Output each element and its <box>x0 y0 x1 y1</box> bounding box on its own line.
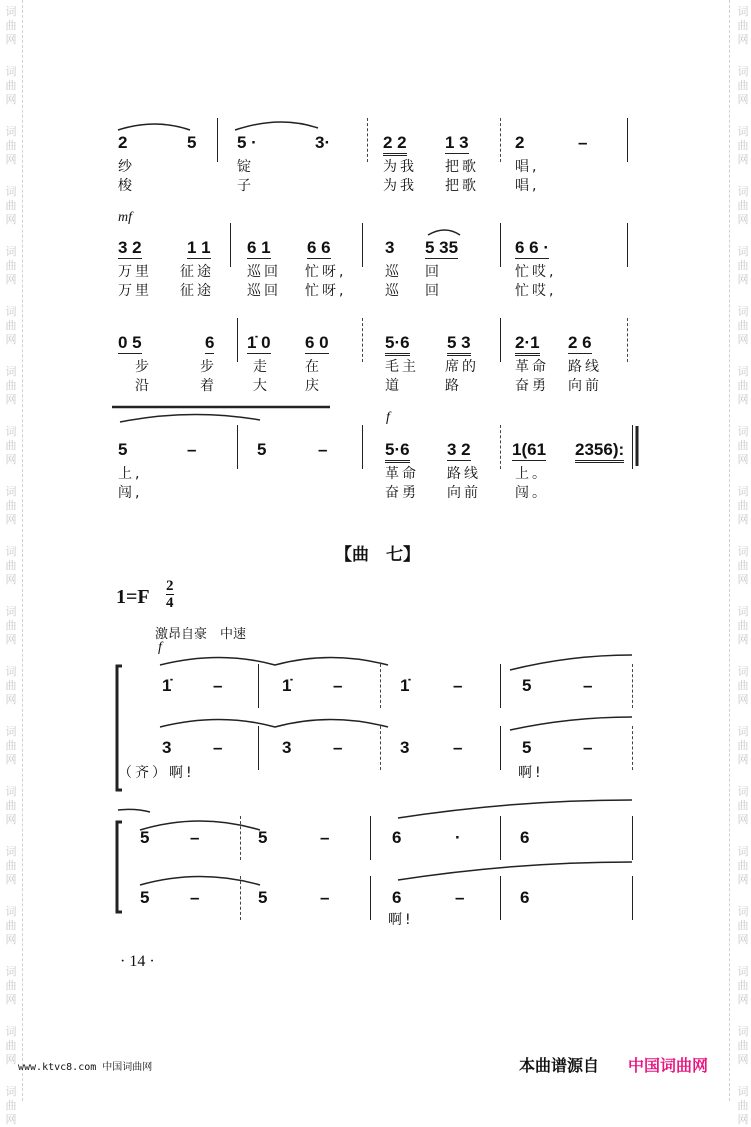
note-lower: – <box>320 888 330 907</box>
barline <box>380 664 381 708</box>
lyric-verse-1: 纱 <box>118 159 135 175</box>
note-upper: 5 <box>258 828 268 847</box>
barline <box>380 726 381 770</box>
barline <box>627 223 628 267</box>
watermark-text: 词曲网 <box>737 305 749 346</box>
note: 5 <box>118 440 128 459</box>
page-number: · 14 · <box>120 953 155 970</box>
note-lower: – <box>190 888 200 907</box>
note-lower: 6 <box>520 888 530 907</box>
note-upper: – <box>320 828 330 847</box>
watermark-text: 词曲网 <box>5 1085 17 1126</box>
lyric-verse-2: 忙哎, <box>515 283 557 299</box>
barline <box>627 318 628 362</box>
note-lower: – <box>583 738 593 757</box>
note: 2 <box>118 133 128 152</box>
system-bracket <box>117 822 122 912</box>
lyric-verse-2: 巡回 <box>247 283 281 299</box>
barline <box>500 318 501 362</box>
lyric-verse-1: 万里 <box>118 264 152 280</box>
watermark-text: 词曲网 <box>5 185 17 226</box>
note: 2356): <box>575 440 624 463</box>
barline <box>370 816 371 860</box>
note-lower: – <box>333 738 343 757</box>
note-upper: – <box>333 676 343 695</box>
note-upper: 6 <box>520 828 530 847</box>
song-title: 【曲 七】 <box>335 545 420 565</box>
note: – <box>318 440 328 459</box>
lyric-verse-1: 巡 <box>385 264 402 280</box>
watermark-text: 词曲网 <box>5 5 17 46</box>
barline <box>258 664 259 708</box>
slur <box>160 720 388 728</box>
dynamic-f-2: f <box>158 640 162 655</box>
note-upper: – <box>213 676 223 695</box>
lyric-verse-2: 为我 <box>383 178 417 194</box>
watermark-text: 词曲网 <box>5 125 17 166</box>
time-bottom: 4 <box>166 595 174 611</box>
note: 3 2 <box>447 440 471 459</box>
tempo-marking: 激昂自豪 中速 <box>155 627 247 642</box>
barline <box>632 816 633 860</box>
barline <box>240 876 241 920</box>
lyric-verse-2: 奋勇 <box>515 378 549 394</box>
slur <box>510 655 632 670</box>
watermark-text: 词曲网 <box>737 965 749 1006</box>
slur <box>140 877 260 886</box>
watermark-text: 词曲网 <box>737 1085 749 1126</box>
footer-site[interactable]: www.ktvc8.com 中国词曲网 <box>18 1062 153 1073</box>
barline <box>237 425 238 469</box>
note-lower: 3 <box>162 738 172 757</box>
slur <box>120 414 260 422</box>
barline <box>362 318 363 362</box>
watermark-text: 词曲网 <box>737 5 749 46</box>
note: 2 <box>515 133 525 152</box>
barline <box>500 425 501 469</box>
note-upper: 5 <box>522 676 532 695</box>
lyric-verse-1: 锭 <box>237 159 254 175</box>
note: 6 1 <box>247 238 271 257</box>
lyric-verse-1: 回 <box>425 264 442 280</box>
barline <box>362 223 363 267</box>
watermark-text: 词曲网 <box>5 425 17 466</box>
lyric-verse-2: 子 <box>237 178 254 194</box>
barline <box>258 726 259 770</box>
lyric-verse-1: 忙哎, <box>515 264 557 280</box>
watermark-text: 词曲网 <box>737 365 749 406</box>
lyric-verse-1: 征途 <box>180 264 214 280</box>
lyric-verse-1: 把歌 <box>445 159 479 175</box>
lyric-verse-1: 革命 <box>385 466 419 482</box>
note: 3 2 <box>118 238 142 257</box>
watermark-text: 词曲网 <box>5 725 17 766</box>
barline <box>632 726 633 770</box>
watermark-text: 词曲网 <box>737 1025 749 1066</box>
slur <box>428 230 460 235</box>
note: 2 6 <box>568 333 592 352</box>
watermark-text: 词曲网 <box>5 305 17 346</box>
note-lower: – <box>453 738 463 757</box>
lyric-verse-2: 回 <box>425 283 442 299</box>
lyric-verse-2: 着 <box>200 378 217 394</box>
barline <box>362 425 363 469</box>
watermark-text: 词曲网 <box>5 485 17 526</box>
lyric: 啊! <box>388 912 414 928</box>
note: 1 1 <box>187 238 211 257</box>
barline <box>500 118 501 162</box>
lyric-verse-1: 步 <box>200 359 217 375</box>
lyric-verse-1: 上, <box>118 466 143 482</box>
watermark-text: 词曲网 <box>5 665 17 706</box>
barline <box>500 664 501 708</box>
barline <box>367 118 368 162</box>
watermark-text: 词曲网 <box>5 545 17 586</box>
note: 3· <box>315 133 331 152</box>
barline <box>500 876 501 920</box>
watermark-text: 词曲网 <box>737 665 749 706</box>
slur <box>398 862 632 880</box>
barline <box>632 876 633 920</box>
watermark-text: 词曲网 <box>5 65 17 106</box>
lyric-verse-2: 道 <box>385 378 402 394</box>
lyric-verse-2: 闯。 <box>515 485 549 501</box>
note-lower: – <box>213 738 223 757</box>
note: – <box>187 440 197 459</box>
note-upper: – <box>190 828 200 847</box>
lyric-verse-1: 毛主 <box>385 359 419 375</box>
watermark-text: 词曲网 <box>737 605 749 646</box>
note-lower: 5 <box>522 738 532 757</box>
watermark-text: 词曲网 <box>737 485 749 526</box>
lyric-verse-1: 步 <box>135 359 152 375</box>
note-upper: 1̇ <box>282 676 292 695</box>
note: 5·6 <box>385 440 410 463</box>
note: 5 <box>257 440 267 459</box>
barline <box>627 118 628 162</box>
barline <box>500 816 501 860</box>
watermark-text: 词曲网 <box>5 785 17 826</box>
watermark-text: 词曲网 <box>737 785 749 826</box>
lyric-verse-2: 唱, <box>515 178 540 194</box>
slur <box>510 717 632 730</box>
footer-source-label: 本曲谱源自 <box>519 1056 600 1075</box>
note: 6 <box>205 333 215 352</box>
note: 1 3 <box>445 133 469 152</box>
watermark-text: 词曲网 <box>737 845 749 886</box>
dynamic-f: f <box>386 410 390 425</box>
watermark-text: 词曲网 <box>5 245 17 286</box>
watermark-text: 词曲网 <box>737 725 749 766</box>
lyric-verse-2: 闯, <box>118 485 143 501</box>
lyric-verse-2: 沿 <box>135 378 152 394</box>
note-lower: 5 <box>140 888 150 907</box>
watermark-text: 词曲网 <box>5 845 17 886</box>
note-lower: – <box>455 888 465 907</box>
watermark-text: 词曲网 <box>5 605 17 646</box>
note-upper: 5 <box>140 828 150 847</box>
note: 6 6 · <box>515 238 550 257</box>
watermark-text: 词曲网 <box>737 545 749 586</box>
watermark-text: 词曲网 <box>5 1025 17 1066</box>
lyric-verse-2: 忙呀, <box>305 283 347 299</box>
note: 1(61 <box>512 440 547 459</box>
note: 3 <box>385 238 395 257</box>
barline <box>370 876 371 920</box>
watermark-text: 词曲网 <box>737 245 749 286</box>
note-lower: 3 <box>282 738 292 757</box>
slur <box>118 124 190 130</box>
note-upper: 1̇ <box>400 676 410 695</box>
watermark-text: 词曲网 <box>5 365 17 406</box>
watermark-text: 词曲网 <box>737 905 749 946</box>
note-upper: · <box>455 828 461 847</box>
note-upper: 1̇ <box>162 676 172 695</box>
barline <box>240 816 241 860</box>
lyric-verse-2: 梭 <box>118 178 135 194</box>
barline <box>632 664 633 708</box>
note: 2 2 <box>383 133 407 156</box>
note-upper: – <box>453 676 463 695</box>
lyric-verse-1: 革命 <box>515 359 549 375</box>
lyric-verse-2: 万里 <box>118 283 152 299</box>
note: 1̇ 0 <box>247 333 271 352</box>
note: 0 5 <box>118 333 142 352</box>
barline <box>217 118 218 162</box>
watermark-text: 词曲网 <box>5 905 17 946</box>
watermark-text: 词曲网 <box>737 425 749 466</box>
watermark-text: 词曲网 <box>737 65 749 106</box>
note: 6 0 <box>305 333 329 352</box>
note: 5 35 <box>425 238 459 257</box>
note: 5·6 <box>385 333 410 356</box>
barline <box>230 223 231 267</box>
watermark-text: 词曲网 <box>737 185 749 226</box>
lyric-verse-1: 席的 <box>445 359 479 375</box>
lyric-verse-2: 征途 <box>180 283 214 299</box>
barline <box>632 425 633 469</box>
lyric-verse-1: 为我 <box>383 159 417 175</box>
note: 5 3 <box>447 333 471 356</box>
note-lower: 3 <box>400 738 410 757</box>
lyric-verse-1: 巡回 <box>247 264 281 280</box>
slur <box>398 800 632 818</box>
note: 2·1 <box>515 333 540 356</box>
note: – <box>578 133 588 152</box>
key-signature: 1=F <box>116 586 150 608</box>
lyric: 啊! <box>518 765 544 781</box>
time-top: 2 <box>166 578 174 594</box>
barline <box>237 318 238 362</box>
lyric-verse-2: 大 <box>253 378 270 394</box>
dynamic-mf: mf <box>118 210 132 225</box>
slur <box>160 658 388 666</box>
lyric-verse-1: 忙呀, <box>305 264 347 280</box>
barline <box>500 223 501 267</box>
note-upper: – <box>583 676 593 695</box>
lyric-verse-1: 路线 <box>447 466 481 482</box>
lyric-verse-1: 唱, <box>515 159 540 175</box>
slur <box>235 122 318 130</box>
lyric-verse-2: 向前 <box>568 378 602 394</box>
watermark-text: 词曲网 <box>737 125 749 166</box>
lyric-verse-2: 庆 <box>305 378 322 394</box>
slur <box>118 809 150 812</box>
note-lower: 6 <box>392 888 402 907</box>
note-upper: 6 <box>392 828 402 847</box>
lyric-verse-2: 向前 <box>447 485 481 501</box>
slur <box>140 821 260 830</box>
lyric-verse-2: 路 <box>445 378 462 394</box>
note: 5 <box>187 133 197 152</box>
lyric-verse-2: 巡 <box>385 283 402 299</box>
lyric-verse-1: 在 <box>305 359 322 375</box>
lyric-verse-1: 路线 <box>568 359 602 375</box>
footer-source-name[interactable]: 中国词曲网 <box>628 1056 709 1075</box>
barline <box>500 726 501 770</box>
watermark-text: 词曲网 <box>5 965 17 1006</box>
note: 5 · <box>237 133 257 152</box>
lyric-verse-2: 把歌 <box>445 178 479 194</box>
lyric-verse-1: 走 <box>253 359 270 375</box>
lyric: （齐）啊! <box>118 765 195 781</box>
note-lower: 5 <box>258 888 268 907</box>
note: 6 6 <box>307 238 331 257</box>
lyric-verse-1: 上。 <box>515 466 549 482</box>
lyric-verse-2: 奋勇 <box>385 485 419 501</box>
